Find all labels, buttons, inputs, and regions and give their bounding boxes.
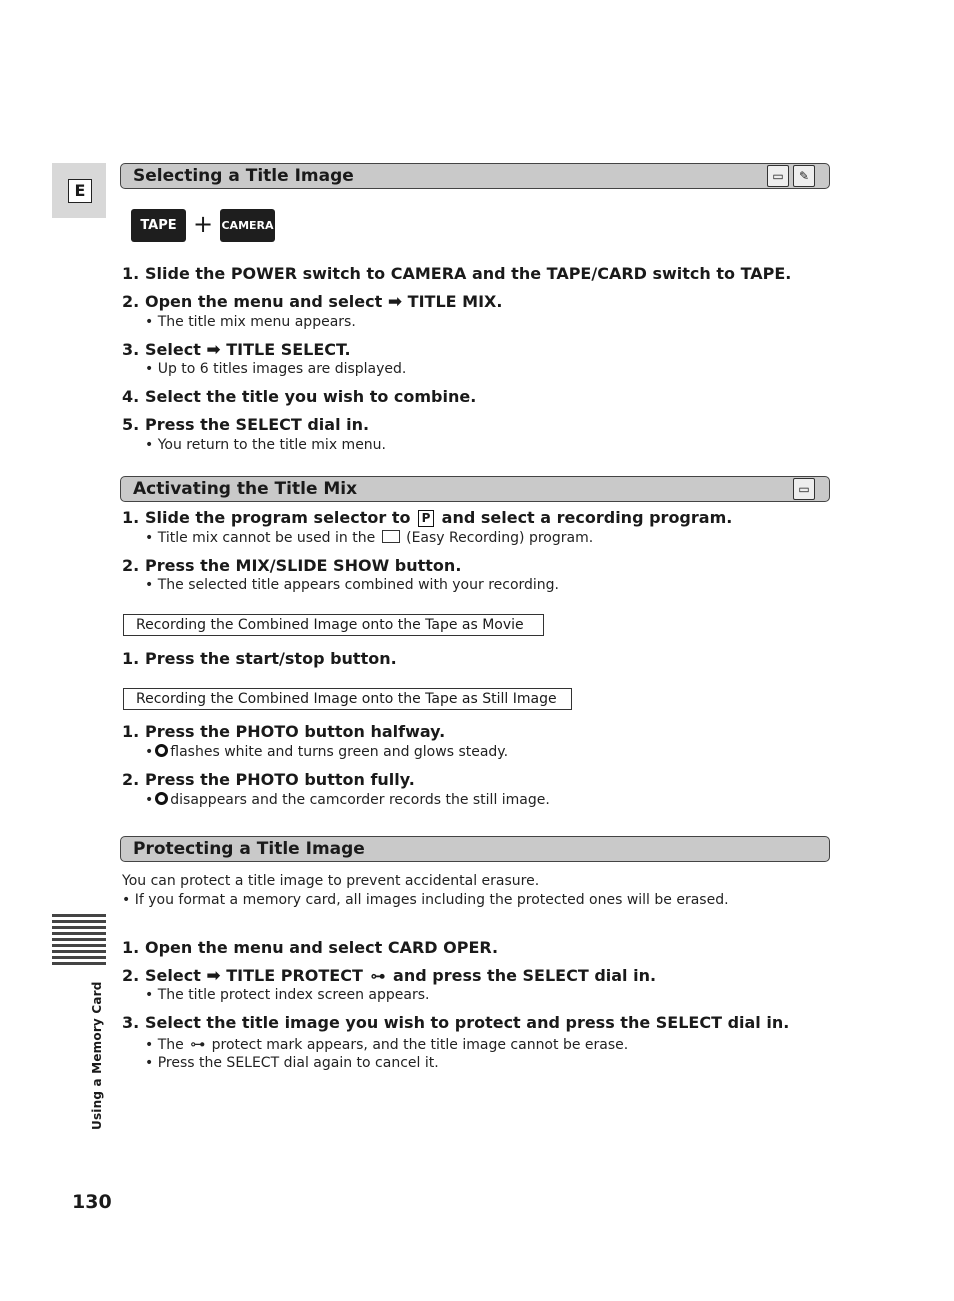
still-step-1: 1. Press the PHOTO button halfway. [122, 722, 446, 741]
step-5: 5. Press the SELECT dial in. [122, 415, 370, 434]
section-header-selecting [120, 163, 830, 189]
section-header-activating [120, 476, 830, 502]
focus-indicator-icon [155, 792, 168, 805]
language-letter: E [68, 179, 92, 203]
step-4: 4. Select the title you wish to combine. [122, 387, 477, 406]
step-2-note: • The title mix menu appears. [145, 314, 356, 330]
tape-mode-icon: ▭ [767, 165, 789, 187]
still-recording-label: Recording the Combined Image onto the Tape as Still Image [123, 688, 572, 710]
step-2: 2. Press the MIX/SLIDE SHOW button. [122, 556, 462, 575]
focus-indicator-icon [155, 744, 168, 757]
step-3: 3. Select the title image you wish to protect and press the SELECT dial in. [122, 1013, 790, 1032]
intro-note: • If you format a memory card, all images including the protected ones will be erased. [122, 892, 729, 908]
chapter-label: Using a Memory Card [90, 981, 104, 1130]
section-header-protecting [120, 836, 830, 862]
step-1: 1. Open the menu and select CARD OPER. [122, 938, 499, 957]
step-2-note: • The title protect index screen appears. [145, 987, 430, 1003]
protect-key-icon: ⊶ [370, 967, 386, 985]
arrow-icon: ➡ [206, 966, 221, 986]
step-2: 2. Open the menu and select ➡ TITLE MIX. [122, 292, 503, 312]
section-title: Protecting a Title Image [133, 839, 365, 859]
card-mode-icon: ✎ [793, 165, 815, 187]
tape-mode-icon: ▭ [793, 478, 815, 500]
language-tab [52, 163, 106, 218]
step-2-note: • The selected title appears combined with your recording. [145, 577, 560, 593]
section-title: Activating the Title Mix [133, 479, 358, 499]
still-step-1-note: • flashes white and turns green and glows steady. [145, 744, 509, 760]
movie-step-1: 1. Press the start/stop button. [122, 649, 397, 668]
arrow-icon: ➡ [206, 340, 221, 360]
protect-key-icon: ⊶ [190, 1035, 206, 1053]
arrow-icon: ➡ [387, 292, 403, 312]
step-5-note: • You return to the title mix menu. [145, 437, 387, 453]
intro-text: You can protect a title image to prevent accidental erasure. [122, 873, 540, 889]
step-3-note-2: • Press the SELECT dial again to cancel it. [145, 1055, 439, 1071]
step-3-note-1: • The ⊶ protect mark appears, and the title image cannot be erase. [145, 1035, 629, 1053]
camera-badge: CAMERA [220, 209, 275, 242]
still-step-2: 2. Press the PHOTO button fully. [122, 770, 415, 789]
step-3: 3. Select ➡ TITLE SELECT. [122, 340, 351, 360]
easy-recording-icon [382, 530, 400, 543]
step-2: 2. Select ➡ TITLE PROTECT ⊶ and press the SELECT dial in. [122, 966, 657, 986]
section-marker-bars [52, 914, 106, 968]
program-p-icon: P [418, 510, 434, 527]
tape-badge: TAPE [131, 209, 186, 242]
step-1: 1. Slide the POWER switch to CAMERA and the TAPE/CARD switch to TAPE. [122, 264, 792, 283]
still-step-2-note: • disappears and the camcorder records the still image. [145, 792, 550, 808]
step-1: 1. Slide the program selector to P and select a recording program. [122, 508, 733, 527]
step-3-note: • Up to 6 titles images are displayed. [145, 361, 407, 377]
step-1-note: • Title mix cannot be used in the (Easy Recording) program. [145, 530, 594, 546]
page-number: 130 [72, 1191, 112, 1213]
movie-recording-label: Recording the Combined Image onto the Tape as Movie [123, 614, 544, 636]
section-title: Selecting a Title Image [133, 166, 354, 186]
plus-sign: + [193, 210, 214, 238]
